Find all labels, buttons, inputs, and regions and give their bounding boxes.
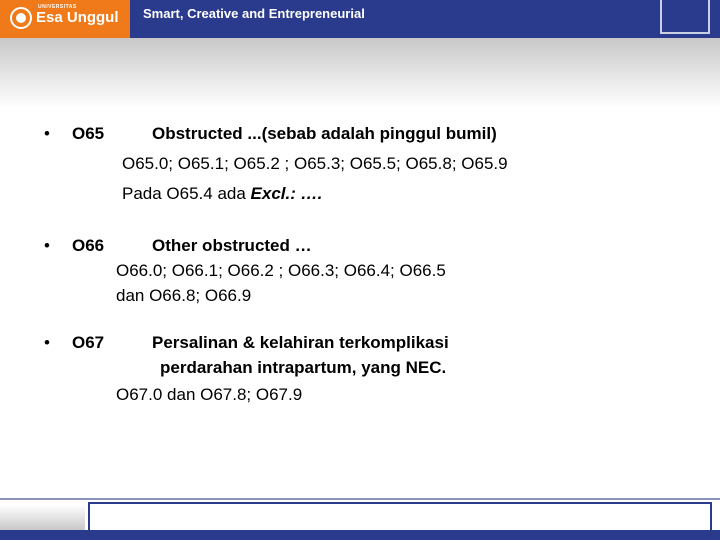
item-codes: O66.0; O66.1; O66.2 ; O66.3; O66.4; O66.5 [116, 261, 446, 280]
tagline: Smart, Creative and Entrepreneurial [143, 6, 365, 21]
logo-name: Esa Unggul [36, 9, 119, 26]
item-codes-continued: dan O66.8; O66.9 [116, 286, 252, 305]
bullet-icon: • [44, 124, 50, 143]
item-title-continued: perdarahan intrapartum, yang NEC. [160, 358, 447, 377]
item-note [122, 184, 322, 204]
code-label: O65 [72, 124, 105, 143]
footer-frame-decoration [88, 502, 712, 532]
note-prefix: Pada O65.4 ada [122, 184, 251, 203]
code-label: O67 [72, 333, 105, 352]
footer-gradient [0, 505, 85, 530]
footer-bar [0, 530, 720, 540]
bullet-icon: • [44, 333, 50, 352]
item-title: Obstructed ...(sebab adalah pinggul bumil) [152, 124, 497, 143]
item-title: Persalinan & kelahiran terkomplikasi [152, 333, 449, 352]
footer-line [0, 498, 720, 500]
code-label: O66 [72, 236, 105, 255]
logo-small-text: UNIVERSITAS [38, 4, 77, 10]
item-codes: O65.0; O65.1; O65.2 ; O65.3; O65.5; O65.8; O65.9 [122, 154, 508, 173]
excl-label: Excl.: …. [250, 184, 323, 203]
item-codes: O67.0 dan O67.8; O67.9 [116, 385, 303, 404]
bullet-icon: • [44, 236, 50, 255]
item-title: Other obstructed … [152, 236, 312, 255]
